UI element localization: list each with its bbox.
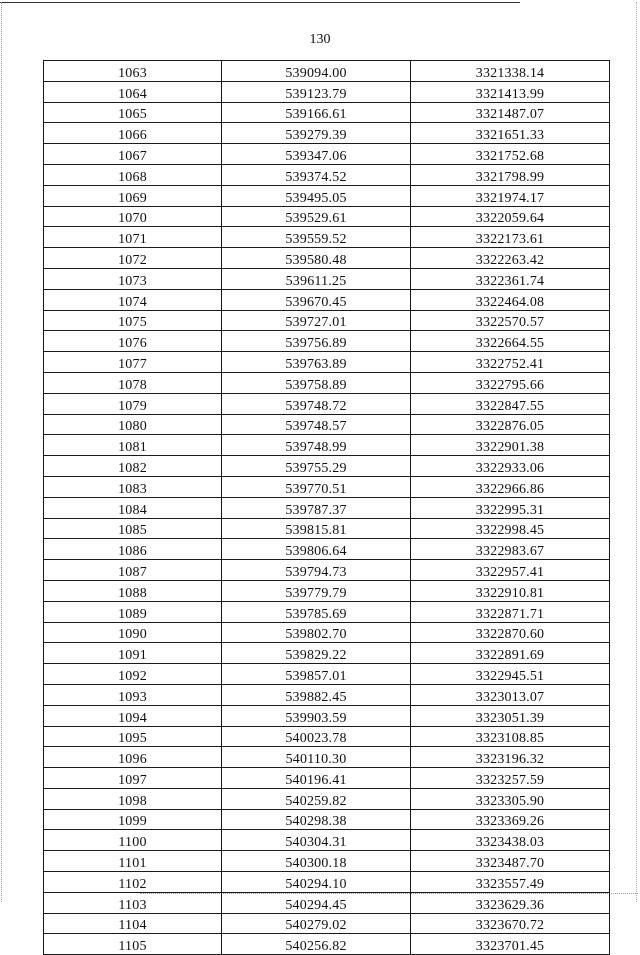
y-coordinate-cell: 3322847.55 [411,393,610,414]
y-coordinate-cell: 3322957.41 [411,560,610,581]
point-number-cell: 1073 [44,268,222,289]
x-coordinate-cell: 540110.30 [222,747,411,768]
x-coordinate-cell: 539882.45 [222,684,411,705]
point-number-cell: 1084 [44,497,222,518]
x-coordinate-cell: 539815.81 [222,518,411,539]
x-coordinate-cell: 539611.25 [222,268,411,289]
point-number-cell: 1080 [44,414,222,435]
point-number-cell: 1085 [44,518,222,539]
y-coordinate-cell: 3321798.99 [411,164,610,185]
coordinates-table-body [44,61,610,955]
table-row [44,414,610,435]
y-coordinate-cell: 3323438.03 [411,830,610,851]
x-coordinate-cell: 539903.59 [222,705,411,726]
table-row [44,788,610,809]
x-coordinate-cell: 540256.82 [222,934,411,955]
y-coordinate-cell: 3323257.59 [411,768,610,789]
x-coordinate-cell: 539094.00 [222,61,411,82]
x-coordinate-cell: 539748.72 [222,393,411,414]
y-coordinate-cell: 3322891.69 [411,643,610,664]
table-row [44,268,610,289]
point-number-cell: 1066 [44,123,222,144]
table-row [44,185,610,206]
table-row [44,310,610,331]
x-coordinate-cell: 539787.37 [222,497,411,518]
x-coordinate-cell: 539495.05 [222,185,411,206]
table-row [44,102,610,123]
point-number-cell: 1100 [44,830,222,851]
point-number-cell: 1095 [44,726,222,747]
y-coordinate-cell: 3321651.33 [411,123,610,144]
table-row [44,560,610,581]
table-row [44,851,610,872]
y-coordinate-cell: 3323108.85 [411,726,610,747]
point-number-cell: 1079 [44,393,222,414]
point-number-cell: 1102 [44,872,222,893]
y-coordinate-cell: 3322570.57 [411,310,610,331]
point-number-cell: 1086 [44,539,222,560]
y-coordinate-cell: 3323305.90 [411,788,610,809]
y-coordinate-cell: 3323369.26 [411,809,610,830]
point-number-cell: 1103 [44,892,222,913]
top-border-line [0,2,520,3]
y-coordinate-cell: 3323013.07 [411,684,610,705]
table-row [44,476,610,497]
table-row [44,664,610,685]
x-coordinate-cell: 539779.79 [222,580,411,601]
table-row [44,164,610,185]
point-number-cell: 1063 [44,61,222,82]
table-row [44,144,610,165]
y-coordinate-cell: 3322995.31 [411,497,610,518]
y-coordinate-cell: 3321413.99 [411,81,610,102]
y-coordinate-cell: 3323701.45 [411,934,610,955]
x-coordinate-cell: 539670.45 [222,289,411,310]
y-coordinate-cell: 3322795.66 [411,372,610,393]
page-number: 130 [309,32,331,47]
x-coordinate-cell: 539580.48 [222,248,411,269]
point-number-cell: 1097 [44,768,222,789]
table-row [44,248,610,269]
y-coordinate-cell: 3322966.86 [411,476,610,497]
x-coordinate-cell: 540298.38 [222,809,411,830]
x-coordinate-cell: 539802.70 [222,622,411,643]
x-coordinate-cell: 540304.31 [222,830,411,851]
point-number-cell: 1076 [44,331,222,352]
y-coordinate-cell: 3322998.45 [411,518,610,539]
point-number-cell: 1090 [44,622,222,643]
point-number-cell: 1077 [44,352,222,373]
y-coordinate-cell: 3323051.39 [411,705,610,726]
point-number-cell: 1065 [44,102,222,123]
left-page-edge [1,2,2,902]
y-coordinate-cell: 3322870.60 [411,622,610,643]
point-number-cell: 1096 [44,747,222,768]
x-coordinate-cell: 539748.57 [222,414,411,435]
y-coordinate-cell: 3322464.08 [411,289,610,310]
y-coordinate-cell: 3322664.55 [411,331,610,352]
point-number-cell: 1089 [44,601,222,622]
table-row [44,892,610,913]
point-number-cell: 1087 [44,560,222,581]
y-coordinate-cell: 3323557.49 [411,872,610,893]
x-coordinate-cell: 539785.69 [222,601,411,622]
point-number-cell: 1069 [44,185,222,206]
coordinates-table [43,60,610,955]
point-number-cell: 1082 [44,456,222,477]
table-row [44,393,610,414]
y-coordinate-cell: 3323196.32 [411,747,610,768]
point-number-cell: 1068 [44,164,222,185]
x-coordinate-cell: 539806.64 [222,539,411,560]
y-coordinate-cell: 3321487.07 [411,102,610,123]
table-row [44,518,610,539]
y-coordinate-cell: 3322933.06 [411,456,610,477]
point-number-cell: 1072 [44,248,222,269]
point-number-cell: 1092 [44,664,222,685]
x-coordinate-cell: 539770.51 [222,476,411,497]
x-coordinate-cell: 539123.79 [222,81,411,102]
table-row [44,705,610,726]
table-row [44,331,610,352]
table-row [44,227,610,248]
table-row [44,934,610,955]
point-number-cell: 1078 [44,372,222,393]
y-coordinate-cell: 3322059.64 [411,206,610,227]
y-coordinate-cell: 3321338.14 [411,61,610,82]
point-number-cell: 1081 [44,435,222,456]
right-page-edge [636,2,637,902]
table-row [44,289,610,310]
table-row [44,830,610,851]
y-coordinate-cell: 3322901.38 [411,435,610,456]
point-number-cell: 1071 [44,227,222,248]
table-row [44,747,610,768]
point-number-cell: 1064 [44,81,222,102]
x-coordinate-cell: 540294.10 [222,872,411,893]
table-row [44,206,610,227]
y-coordinate-cell: 3322173.61 [411,227,610,248]
x-coordinate-cell: 539794.73 [222,560,411,581]
y-coordinate-cell: 3321752.68 [411,144,610,165]
x-coordinate-cell: 540023.78 [222,726,411,747]
point-number-cell: 1070 [44,206,222,227]
y-coordinate-cell: 3323670.72 [411,913,610,934]
x-coordinate-cell: 539166.61 [222,102,411,123]
table-row [44,809,610,830]
point-number-cell: 1101 [44,851,222,872]
point-number-cell: 1088 [44,580,222,601]
point-number-cell: 1093 [44,684,222,705]
x-coordinate-cell: 539347.06 [222,144,411,165]
x-coordinate-cell: 539727.01 [222,310,411,331]
x-coordinate-cell: 539829.22 [222,643,411,664]
x-coordinate-cell: 540300.18 [222,851,411,872]
point-number-cell: 1091 [44,643,222,664]
table-row [44,435,610,456]
table-row [44,643,610,664]
x-coordinate-cell: 539857.01 [222,664,411,685]
x-coordinate-cell: 540294.45 [222,892,411,913]
table-row [44,622,610,643]
table-row [44,684,610,705]
x-coordinate-cell: 539279.39 [222,123,411,144]
table-row [44,352,610,373]
table-row [44,872,610,893]
table-row [44,913,610,934]
x-coordinate-cell: 539763.89 [222,352,411,373]
table-row [44,61,610,82]
table-row [44,372,610,393]
y-coordinate-cell: 3321974.17 [411,185,610,206]
y-coordinate-cell: 3322752.41 [411,352,610,373]
point-number-cell: 1067 [44,144,222,165]
table-row [44,539,610,560]
y-coordinate-cell: 3322871.71 [411,601,610,622]
x-coordinate-cell: 539529.61 [222,206,411,227]
point-number-cell: 1104 [44,913,222,934]
x-coordinate-cell: 540196.41 [222,768,411,789]
y-coordinate-cell: 3323487.70 [411,851,610,872]
point-number-cell: 1075 [44,310,222,331]
point-number-cell: 1099 [44,809,222,830]
x-coordinate-cell: 539374.52 [222,164,411,185]
y-coordinate-cell: 3322876.05 [411,414,610,435]
point-number-cell: 1083 [44,476,222,497]
table-row [44,123,610,144]
table-row [44,601,610,622]
table-row [44,497,610,518]
y-coordinate-cell: 3322361.74 [411,268,610,289]
x-coordinate-cell: 539559.52 [222,227,411,248]
table-row [44,768,610,789]
x-coordinate-cell: 540279.02 [222,913,411,934]
y-coordinate-cell: 3322263.42 [411,248,610,269]
y-coordinate-cell: 3322945.51 [411,664,610,685]
x-coordinate-cell: 540259.82 [222,788,411,809]
table-row [44,726,610,747]
y-coordinate-cell: 3322910.81 [411,580,610,601]
point-number-cell: 1105 [44,934,222,955]
table-row [44,580,610,601]
table-row [44,456,610,477]
table-row [44,81,610,102]
point-number-cell: 1094 [44,705,222,726]
point-number-cell: 1098 [44,788,222,809]
point-number-cell: 1074 [44,289,222,310]
y-coordinate-cell: 3323629.36 [411,892,610,913]
y-coordinate-cell: 3322983.67 [411,539,610,560]
x-coordinate-cell: 539748.99 [222,435,411,456]
x-coordinate-cell: 539758.89 [222,372,411,393]
x-coordinate-cell: 539756.89 [222,331,411,352]
x-coordinate-cell: 539755.29 [222,456,411,477]
